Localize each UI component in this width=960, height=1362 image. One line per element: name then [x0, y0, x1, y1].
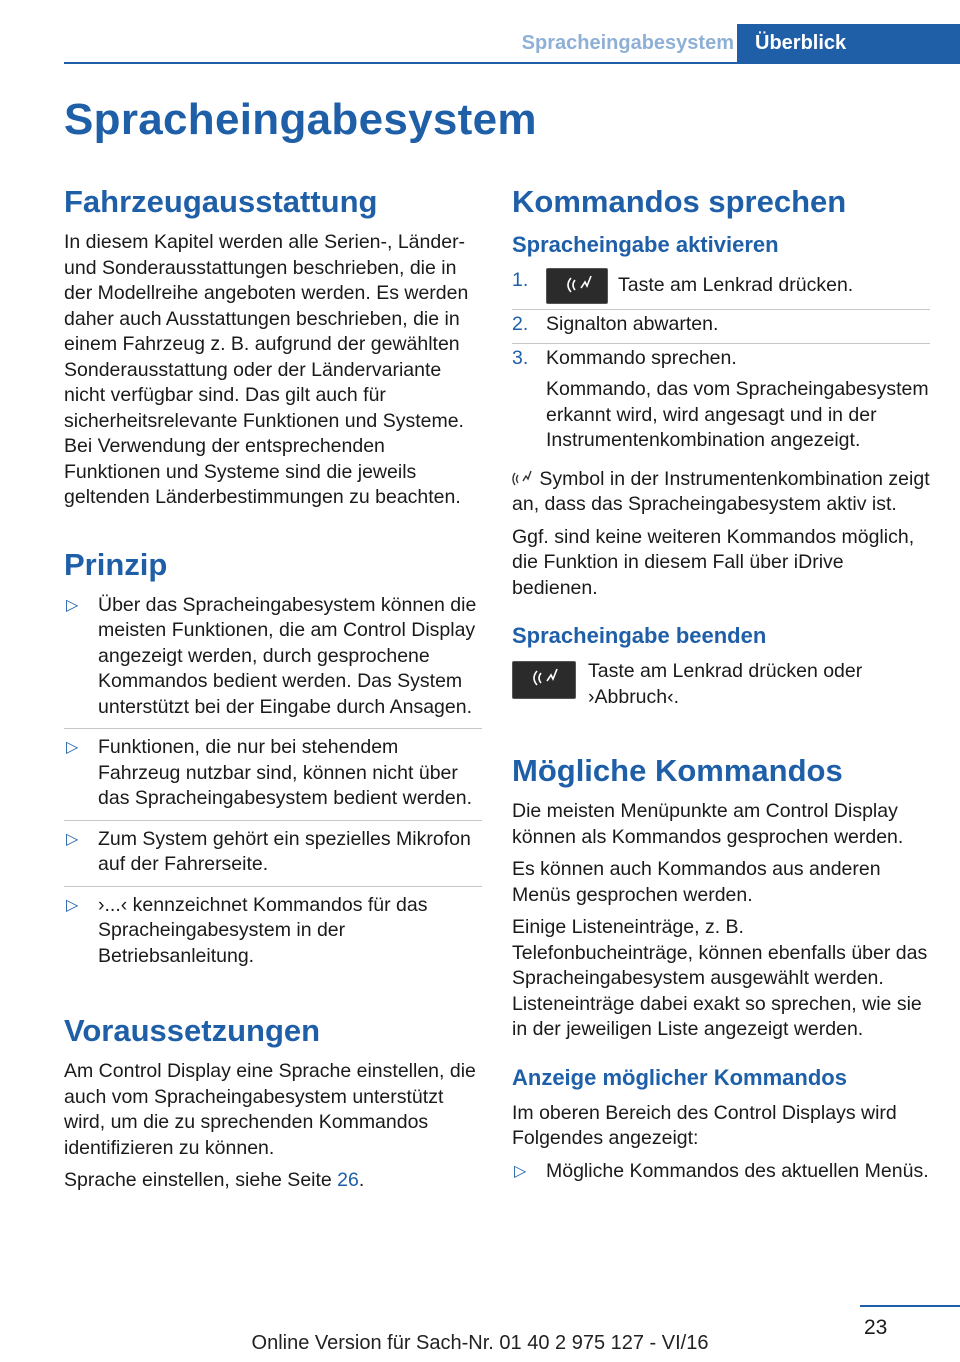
- steering-wheel-voice-button-icon: [546, 268, 608, 304]
- beenden-row: [512, 659, 930, 717]
- header-rule: [64, 62, 960, 64]
- triangle-bullet-icon: ▷: [66, 896, 79, 914]
- aktivieren-steps: [512, 268, 930, 459]
- beenden-text: Taste am Lenkrad drücken oder ›Abbruch‹.: [588, 660, 863, 708]
- list-item: 2. Signalton abwarten.: [512, 312, 930, 344]
- list-item: ▷ Funktionen, die nur bei stehendem Fahrzeug nutzbar sind, können nicht über das Spracheingabesystem bedient werden.: [64, 735, 482, 821]
- triangle-bullet-icon: ▷: [514, 1162, 527, 1180]
- heading-spracheingabe-aktivieren: Spracheingabe aktivieren: [512, 232, 779, 257]
- heading-spracheingabe-beenden: Spracheingabe beenden: [512, 623, 767, 648]
- header-tab-ueberblick: Überblick: [737, 24, 960, 62]
- moegliche-p3: Einige Listeneinträge, z. B. Telefonbucheinträge, können ebenfalls über das Spracheingabesystem ausgewählt werden. Listeneinträge dabei exakt so sprechen, wie sie in der jeweiligen Liste angezeigt werden.: [512, 916, 928, 1040]
- page-link-26[interactable]: 26: [337, 1169, 359, 1191]
- page-number-rule: [860, 1305, 960, 1307]
- heading-anzeige-kommandos: Anzeige möglicher Kommandos: [512, 1064, 847, 1090]
- fahrzeugausstattung-text: In diesem Kapitel werden alle Serien-, Länder- und Sonderausstattungen beschrieben, die in der Modellreihe angeboten werden. Es werden daher auch Ausstattungen beschrieben, die in einem Fahrzeug z. B. aufgrund der gewählten Sonderausstattung oder der Ländervariante nicht verfügbar sind. Das gilt auch für sicherheitsrelevante Funktionen und Systeme. Bei Verwendung der entsprechenden Funktionen und Systeme sind die jeweils geltenden Länderbestimmungen zu beachten.: [64, 231, 469, 508]
- left-column: [64, 182, 482, 1201]
- heading-prinzip: Prinzip: [64, 546, 168, 582]
- moegliche-p2: Es können auch Kommandos aus anderen Menüs gesprochen werden.: [512, 858, 881, 906]
- anzeige-list: [512, 1159, 930, 1193]
- heading-fahrzeugausstattung: Fahrzeugausstattung: [64, 184, 378, 219]
- list-item: ▷ Zum System gehört ein spezielles Mikrofon auf der Fahrerseite.: [64, 827, 482, 887]
- header-section-title: Spracheingabesystem: [521, 32, 734, 54]
- triangle-bullet-icon: ▷: [66, 596, 79, 614]
- triangle-bullet-icon: ▷: [66, 830, 79, 848]
- moegliche-p1: Die meisten Menüpunkte am Control Display können als Kommandos gesprochen werden.: [512, 800, 904, 848]
- list-item: ▷ ›...‹ kennzeichnet Kommandos für das Spracheingabesystem in der Betriebsanleitung.: [66, 893, 428, 967]
- anzeige-text: Im oberen Bereich des Control Displays wird Folgendes angezeigt:: [512, 1101, 897, 1149]
- heading-moegliche-kommandos: Mögliche Kommandos: [512, 753, 843, 788]
- voraussetzungen-text: Am Control Display eine Sprache einstellen, die auch vom Spracheingabesystem unterstützt wird, um die zu sprechenden Kommandos identifizieren zu können.: [64, 1060, 476, 1159]
- page-number: 23: [864, 1316, 888, 1339]
- page-reference: Sprache einstellen, siehe Seite 26.: [64, 1169, 365, 1191]
- list-item: ▷ Mögliche Kommandos des aktuellen Menüs.: [512, 1159, 930, 1193]
- footer-text: Online Version für Sach-Nr. 01 40 2 975 127 - VI/16: [251, 1332, 709, 1354]
- heading-kommandos-sprechen: Kommandos sprechen: [512, 184, 847, 219]
- list-item: 1. Taste am Lenkrad drücken.: [512, 268, 930, 310]
- list-item: ▷ Über das Spracheingabesystem können die meisten Funktionen, die am Control Display angezeigt werden, durch gesprochene Kommandos bedient werden. Das System unterstützt bei der Eingabe durch Ansagen.: [64, 593, 482, 730]
- prinzip-list: [64, 593, 482, 978]
- heading-voraussetzungen: Voraussetzungen: [64, 1013, 321, 1048]
- triangle-bullet-icon: ▷: [66, 739, 79, 756]
- list-item: 3. Kommando sprechen. Kommando, das vom Spracheingabesystem erkannt wird, wird angesagt und in der Instrumentenkombination angezeigt.: [512, 346, 929, 451]
- symbol-description: Symbol in der Instrumentenkombination zeigt an, dass das Spracheingabesystem aktiv ist.: [512, 467, 930, 515]
- page-title: Spracheingabesystem: [64, 95, 537, 144]
- steering-wheel-voice-button-icon: [512, 661, 576, 699]
- voice-command-icon: [512, 469, 534, 489]
- right-column: [512, 182, 930, 1198]
- idrive-note: Ggf. sind keine weiteren Kommandos möglich, die Funktion in diesem Fall über iDrive bedienen.: [512, 525, 915, 599]
